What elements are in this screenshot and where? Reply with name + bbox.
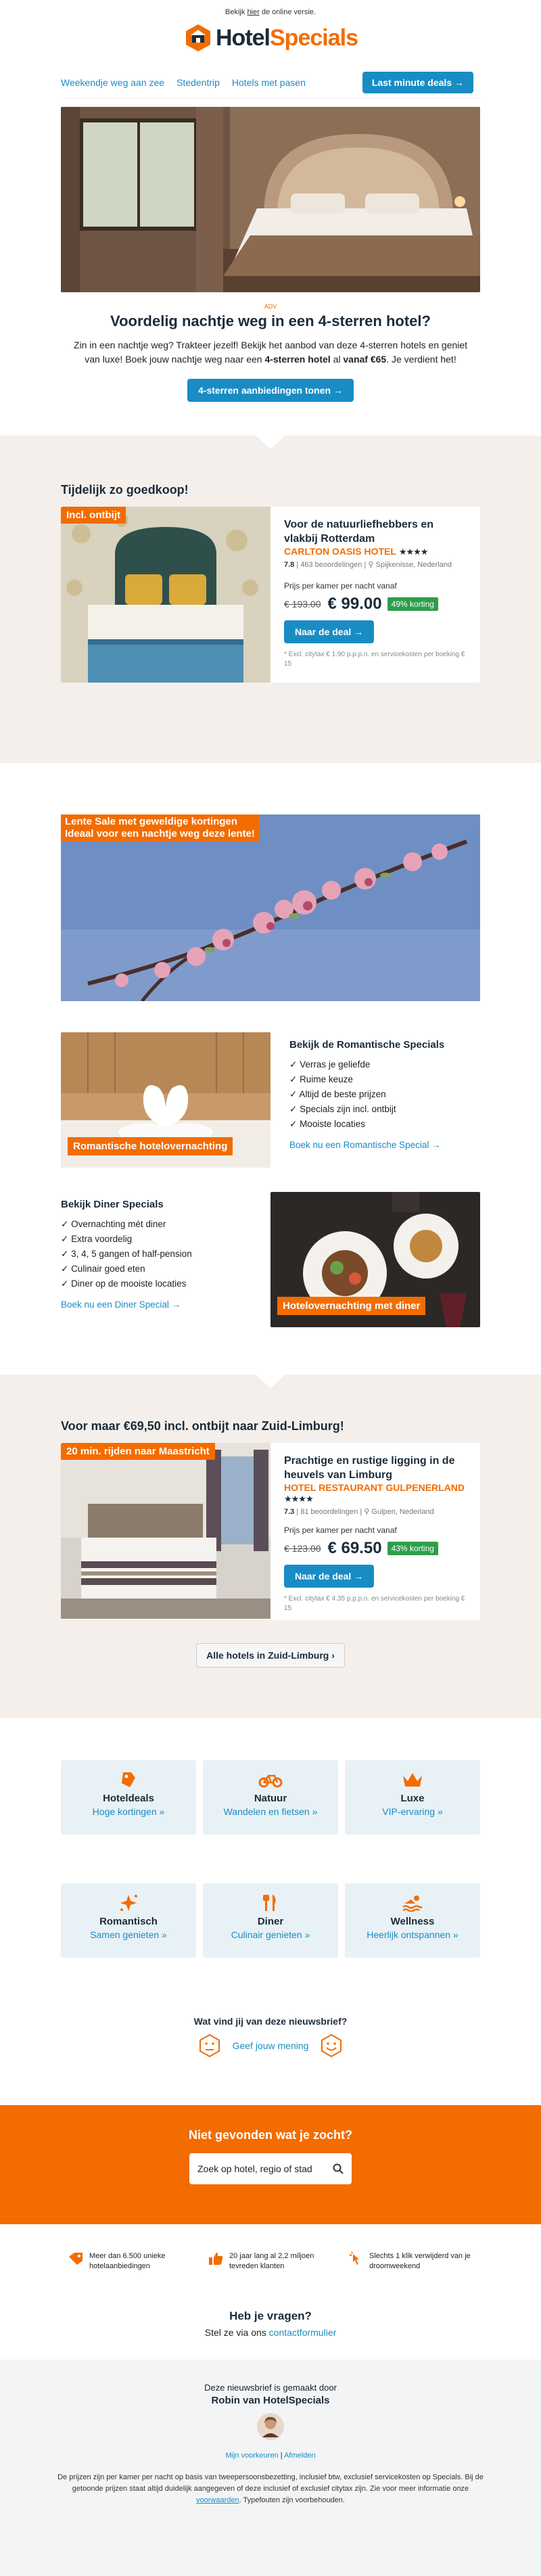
hero-title: Voordelig nachtje weg in een 4-sterren hotel?: [110, 313, 431, 329]
deal-section-limburg: [0, 1375, 541, 1718]
search-icon[interactable]: [333, 2163, 344, 2174]
thumbs-up-icon: [208, 2251, 224, 2266]
romantic-heading[interactable]: Bekijk de Romantische Specials: [289, 1039, 445, 1051]
deal2-image[interactable]: [61, 1443, 270, 1619]
list-item: ✓ Culinair goed eten: [61, 1264, 145, 1274]
hotelspecials-logo[interactable]: [0, 19, 541, 57]
list-item: ✓ Altijd de beste prijzen: [289, 1089, 386, 1099]
hotel-bedroom-illustration: [61, 107, 480, 292]
deal2-button[interactable]: Naar de deal →: [284, 1565, 374, 1588]
list-item: ✓ Ruime keuze: [289, 1074, 353, 1084]
tile-hoteldeals[interactable]: Hoteldeals Hoge kortingen »: [61, 1760, 196, 1835]
feedback-block: [61, 2016, 480, 2058]
dinner-heading[interactable]: Bekijk Diner Specials: [61, 1199, 164, 1210]
four-star-offers-button[interactable]: 4-sterren aanbiedingen tonen →: [187, 379, 354, 402]
dinner-specials-block: [61, 1192, 480, 1327]
deal1-new-price: € 99.00: [327, 595, 382, 613]
tile-wellness[interactable]: Wellness Heerlijk ontspannen »: [345, 1883, 480, 1958]
romantic-badge: Romantische hotelovernachting: [68, 1137, 233, 1155]
questions-block: [61, 2309, 480, 2338]
logo-text-hotel: Hotel: [216, 24, 270, 51]
deal2-prices: [284, 1539, 467, 1558]
crown-icon: [402, 1772, 423, 1788]
deal2-section-title: Voor maar €69,50 incl. ontbijt naar Zuid-Limburg!: [61, 1419, 344, 1433]
deal-card-gulpenerland[interactable]: [61, 1443, 480, 1620]
deal1-title[interactable]: Voor de natuurliefhebbers en vlakbij Rotterdam: [284, 519, 434, 545]
deal2-old-price: € 123.00: [284, 1543, 321, 1554]
bedroom-yellow-pillows-illustration: [61, 507, 270, 683]
search-input[interactable]: [189, 2153, 352, 2184]
nav-link-pasen[interactable]: Hotels met pasen: [231, 76, 306, 88]
deal1-price-label: Prijs per kamer per nacht vanaf: [284, 581, 397, 591]
questions-text: Stel ze via ons contactformulier: [204, 2327, 337, 2338]
nav-link-stedentrip[interactable]: Stedentrip: [177, 76, 220, 88]
list-item: ✓ Mooiste locaties: [289, 1119, 365, 1129]
cutlery-icon: [262, 1893, 279, 1912]
contact-form-link[interactable]: contactformulier: [268, 2327, 337, 2338]
search-band: [0, 2105, 541, 2224]
deal1-meta: 7.8 | 463 beoordelingen | ⚲ Spijkenisse, Nederland: [284, 561, 452, 569]
bicycle-icon: [258, 1772, 283, 1788]
hero-intro: Zin in een nachtje weg? Trakteer jezelf! Bekijk het aanbod van deze 4-sterren hotels en geniet van luxe! Boek jouw nachtje weg naar een 4-sterren hotel al vanaf €65. Je verdient het!: [73, 340, 468, 365]
tile-romantisch[interactable]: Romantisch Samen genieten »: [61, 1883, 196, 1958]
footer-disclaimer: De prijzen zijn per kamer per nacht op basis van tweepersoonsbezetting, inclusief btw, exclusief servicekosten op Specials. Bij de getoonde prijzen staat altijd duidelijk aangegeven of deze inclusief of exclusief citytax zijn. Zie voor meer informatie onze voorwaarden. Typefouten zijn voorbehouden.: [57, 2473, 484, 2504]
list-item: ✓ Specials zijn incl. ontbijt: [289, 1104, 396, 1114]
spring-sale-banner[interactable]: [61, 814, 480, 1001]
dinner-badge: Hotelovernachting met diner: [277, 1297, 425, 1315]
sparkle-icon: [118, 1893, 139, 1912]
top-navigation: [61, 66, 480, 99]
hero-hotel-room-image[interactable]: [61, 107, 480, 292]
deal1-stars: ★★★★: [398, 547, 428, 557]
click-icon: [348, 2251, 364, 2266]
logo-hexagon-icon: [183, 23, 213, 53]
author-avatar: [257, 2413, 284, 2440]
list-item: ✓ 3, 4, 5 gangen of half-pension: [61, 1249, 192, 1259]
romantic-list: [289, 1057, 461, 1132]
deal1-image[interactable]: [61, 507, 270, 683]
smiley-face-icon[interactable]: [319, 2033, 344, 2058]
usp-row: [61, 2251, 480, 2272]
dinner-text: [61, 1192, 270, 1327]
search-title: Niet gevonden wat je zocht?: [188, 2128, 353, 2142]
nav-link-weekendje-zee[interactable]: Weekendje weg aan zee: [61, 76, 165, 88]
footer-links: Mijn voorkeuren | Afmelden: [225, 2452, 316, 2460]
deal1-prices: [284, 595, 467, 614]
deal1-section-title: Tijdelijk zo goedkoop!: [61, 483, 189, 497]
terms-link[interactable]: voorwaarden: [196, 2496, 239, 2504]
price-tag-icon: [120, 1771, 137, 1789]
footer-made-by: Deze nieuwsbrief is gemaakt door: [204, 2383, 337, 2393]
location-pin-icon: ⚲: [364, 1508, 372, 1516]
section-notch: [256, 436, 285, 449]
deal1-info: [270, 507, 480, 683]
bedroom-striped-bed-illustration: [61, 1443, 270, 1619]
deal1-tag: Incl. ontbijt: [61, 507, 126, 524]
dinner-image[interactable]: [270, 1192, 480, 1327]
list-item: ✓ Extra voordelig: [61, 1234, 133, 1244]
search-placeholder: Zoek op hotel, regio of stad: [197, 2163, 312, 2174]
deal1-fine-print: * Excl. citytax € 1.90 p.p.p.n. en servicekosten per boeking € 15: [284, 651, 465, 668]
deal2-fine-print: * Excl. citytax € 4.35 p.p.p.n. en servicekosten per boeking € 15: [284, 1595, 465, 1612]
list-item: ✓ Verras je geliefde: [289, 1059, 371, 1070]
all-hotels-zuid-limburg-button[interactable]: Alle hotels in Zuid-Limburg ›: [196, 1643, 345, 1668]
unsubscribe-link[interactable]: Afmelden: [284, 2452, 316, 2460]
list-item: ✓ Overnachting mét diner: [61, 1219, 166, 1229]
feedback-link[interactable]: Geef jouw mening: [232, 2040, 309, 2051]
deal1-hotel-name[interactable]: CARLTON OASIS HOTEL: [284, 546, 396, 557]
section-notch: [256, 1375, 285, 1388]
questions-title: Heb je vragen?: [229, 2309, 312, 2322]
feedback-question: Wat vind jij van deze nieuwsbrief?: [193, 2016, 348, 2027]
blossom-branch-illustration: [61, 814, 480, 1001]
deal2-info: [270, 1443, 480, 1620]
swimmer-icon: [402, 1894, 423, 1912]
romantic-image[interactable]: [61, 1032, 270, 1168]
spring-banner-tag: Lente Sale met geweldige kortingen Ideaal voor een nachtje weg deze lente!: [61, 814, 259, 842]
deal-section-rotterdam: [0, 436, 541, 763]
deal1-old-price: € 193.00: [284, 599, 321, 610]
logo-text-specials: Specials: [270, 24, 358, 51]
usp-item: 20 jaar lang al 2,2 miljoen tevreden klanten: [208, 2251, 333, 2272]
category-tiles-row-1: [61, 1760, 480, 1835]
tile-natuur[interactable]: Natuur Wandelen en fietsen »: [203, 1760, 338, 1835]
deal1-discount-badge: 49% korting: [387, 597, 438, 611]
deal2-stars: ★★★★: [284, 1494, 313, 1504]
online-version-link[interactable]: hier: [247, 8, 260, 16]
deal1-button[interactable]: Naar de deal →: [284, 620, 374, 643]
deal2-hotel-name[interactable]: HOTEL RESTAURANT GULPENERLAND: [284, 1482, 465, 1493]
tile-luxe[interactable]: Luxe VIP-ervaring »: [345, 1760, 480, 1835]
romantic-specials-block: [61, 1032, 480, 1168]
deal-card-carlton-oasis[interactable]: [61, 507, 480, 683]
tile-diner[interactable]: Diner Culinair genieten »: [203, 1883, 338, 1958]
deal2-price-label: Prijs per kamer per nacht vanaf: [284, 1525, 397, 1535]
list-item: ✓ Diner op de mooiste locaties: [61, 1279, 187, 1289]
deal2-discount-badge: 43% korting: [387, 1542, 438, 1555]
romantic-book-link[interactable]: Boek nu een Romantische Special →: [289, 1140, 441, 1150]
advertorial-label: ADV: [264, 303, 277, 310]
deal2-new-price: € 69.50: [327, 1539, 382, 1557]
tag-icon: [68, 2251, 84, 2266]
usp-item: Meer dan 6.500 unieke hotelaanbiedingen: [68, 2251, 193, 2272]
preheader: Bekijk hier de online versie.: [225, 8, 316, 16]
dinner-list: [61, 1217, 257, 1291]
footer-author: Robin van HotelSpecials: [211, 2395, 330, 2406]
last-minute-deals-button[interactable]: Last minute deals →: [362, 72, 473, 93]
neutral-face-icon[interactable]: [197, 2033, 222, 2058]
deal2-meta: 7.3 | 81 beoordelingen | ⚲ Gulpen, Nederland: [284, 1508, 434, 1516]
deal2-tag: 20 min. rijden naar Maastricht: [61, 1443, 215, 1460]
usp-item: Slechts 1 klik verwijderd van je droomweekend: [348, 2251, 473, 2272]
dinner-book-link[interactable]: Boek nu een Diner Special →: [61, 1300, 181, 1310]
deal2-title[interactable]: Prachtige en rustige ligging in de heuvels van Limburg: [284, 1455, 455, 1481]
location-pin-icon: ⚲: [368, 561, 376, 569]
preferences-link[interactable]: Mijn voorkeuren: [225, 2452, 279, 2460]
category-tiles-row-2: [61, 1883, 480, 1958]
footer: [0, 2360, 541, 2576]
romantic-text: [270, 1032, 480, 1168]
